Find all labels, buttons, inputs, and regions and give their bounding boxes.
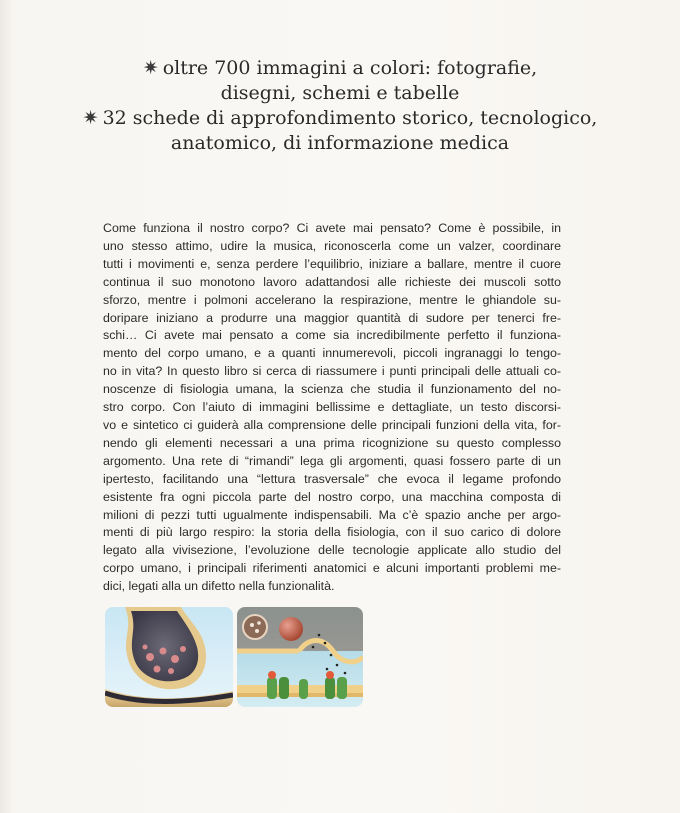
body-line: corpo umano, i principali riferimenti anatomici e alcuni importanti problemi me- bbox=[103, 561, 561, 576]
feature-bullets bbox=[60, 56, 620, 156]
body-line: tutti i movimenti e, senza perdere l’equilibrio, iniziare a ballare, mentre il cuore bbox=[103, 256, 561, 271]
body-line: dici, legati alla un difetto nella funzionalità. bbox=[103, 579, 335, 594]
body-line: continua il suo monotono lavoro adattandosi alle richieste dei muscoli sotto bbox=[103, 274, 561, 289]
body-line: legato alla vivisezione, l’evoluzione delle tecnologie applicate allo studio del bbox=[103, 543, 561, 558]
body-line: mento del corpo umano, e a quanti innumerevoli, piccoli ingranaggi lo tengo- bbox=[103, 346, 561, 361]
cell-membrane-illustration bbox=[237, 607, 363, 707]
body-line: ipertesto, facilitando una “lettura trasversale” che evoca il legame profondo bbox=[103, 471, 561, 486]
body-line: sforzo, mentre i polmoni accelerano la respirazione, mentre le ghiandole su- bbox=[103, 292, 561, 307]
body-line: doripare iniziano a produrre una maggior quantità di sudore per tenerci fre- bbox=[103, 310, 561, 325]
bullet-1-line-2: disegni, schemi e tabelle bbox=[220, 82, 460, 104]
bullet-2-line-2: anatomico, di informazione medica bbox=[170, 132, 510, 154]
body-line: menti di più largo respiro: la storia della fisiologia, con il suo carico di dolore bbox=[103, 525, 561, 540]
body-line: milioni di pezzi tutti ugualmente indispensabili. Ma c’è spazio anche per argo- bbox=[103, 507, 561, 522]
body-line: schi… Ci avete mai pensato a come sia incredibilmente perfetto il funziona- bbox=[103, 328, 561, 343]
bullet-2-line-1: ✷ 32 schede di approfondimento storico, tecnologico, bbox=[82, 107, 598, 129]
body-line: Come funziona il nostro corpo? Ci avete mai pensato? Come è possibile, in bbox=[103, 221, 561, 235]
body-line: esistente fra ogni piccola parte del nostro corpo, una macchina composta di bbox=[103, 489, 561, 504]
description-paragraph bbox=[103, 220, 561, 596]
asterisk-bullet-icon: ✷ bbox=[82, 107, 99, 129]
body-line: no in vita? In questo libro si cerca di riassumere i punti principali delle attuali co- bbox=[103, 364, 561, 379]
body-line: uno stesso attimo, udire la musica, riconoscerla come un valzer, coordinare bbox=[103, 238, 561, 253]
asterisk-bullet-icon: ✷ bbox=[142, 57, 159, 79]
body-line: stro corpo. Con l’aiuto di immagini bellissime e dettagliate, un testo discorsi- bbox=[103, 400, 561, 415]
body-line: argomento. Una rete di “rimandi” lega gli argomenti, quasi fossero parte di un bbox=[103, 453, 561, 468]
body-line: vo e sintetico ci guiderà alla comprensione delle principali funzioni della vita, for- bbox=[103, 417, 561, 432]
body-line: nendo gli elementi necessari a una prima ricognizione su questo complesso bbox=[103, 435, 561, 450]
body-line: noscenze di fisiologia umana, la scienza che studia il funzionamento del no- bbox=[103, 382, 561, 397]
synapse-illustration bbox=[105, 607, 233, 707]
bullet-1-line-1: ✷ oltre 700 immagini a colori: fotografie, bbox=[142, 57, 538, 79]
